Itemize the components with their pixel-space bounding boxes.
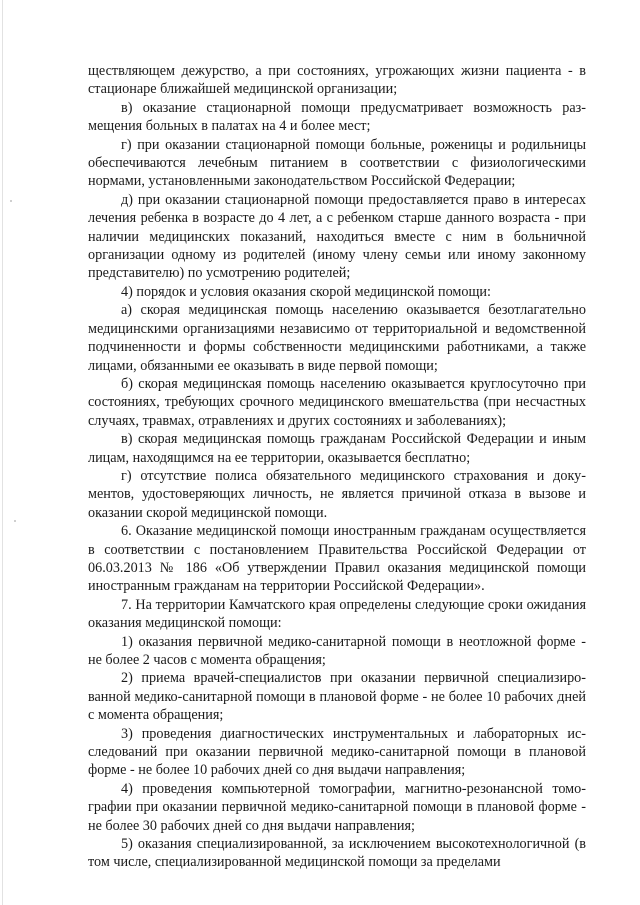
paragraph: 3) проведения диагностических инструментальных и лабораторных исследований при оказании первичной медико-санитарной помощи в плановой форме - не более 10 рабочих дней со дня выдачи направления; bbox=[88, 725, 586, 779]
scan-edge-mark bbox=[2, 0, 3, 905]
paragraph: 4) порядок и условия оказания скорой медицинской помощи: bbox=[121, 283, 491, 300]
paragraph: 5) оказания специализированной, за исключением высокотехнологичной (в том числе, специализированной медицинской помощи за пределами bbox=[88, 836, 586, 871]
paragraph: 2) приема врачей-специалистов при оказании первичной специализированной медико-санитарной помощи в плановой форме - не более 10 рабочих дней с момента обращения; bbox=[88, 670, 586, 724]
paragraph: г) при оказании стационарной помощи больные, роженицы и родильницы обеспечиваются лечебным питанием в соответствии с физиологическими нормами, установленными законодательством Российской Федерации; bbox=[88, 136, 586, 190]
paragraph: г) отсутствие полиса обязательного медицинского страхования и документов, удостоверяющих личность, не является причиной отказа в вызове и оказании скорой медицинской помощи. bbox=[88, 467, 586, 521]
paragraph: д) при оказании стационарной помощи предоставляется право в интересах лечения ребенка в возрасте до 4 лет, а с ребенком старше данного возраста - при наличии медицинских показаний, находиться вместе с ним в больничной организации одному из родителей (иному члену семьи или иному законному представителю) по усмотрению родителей; bbox=[88, 191, 586, 282]
paragraph: в) скорая медицинская помощь гражданам Российской Федерации и иным лицам, находящимся на ее территории, оказывается бесплатно; bbox=[88, 431, 586, 466]
document-body bbox=[88, 62, 586, 872]
paragraph: 4) проведения компьютерной томографии, магнитно-резонансной томографии при оказании первичной медико-санитарной помощи в плановой форме - не более 30 рабочих дней со дня выдачи направления; bbox=[88, 780, 586, 834]
scan-dust-mark bbox=[10, 200, 12, 202]
paragraph: 7. На территории Камчатского края определены следующие сроки ожидания оказания медицинской помощи: bbox=[88, 596, 586, 632]
paragraph: 6. Оказание медицинской помощи иностранным гражданам осуществляется в соответствии с постановлением Правительства Российской Федерации от 06.03.2013 № 186 «Об утверждении Правил оказания медицинской помощи иностранным гражданам на территории Российской Федерации». bbox=[88, 523, 586, 595]
paragraph: в) оказание стационарной помощи предусматривает возможность размещения больных в палатах на 4 и более мест; bbox=[88, 99, 586, 135]
paragraph: а) скорая медицинская помощь населению оказывается безотлагательно медицинскими организациями независимо от территориальной и ведомственной подчиненности и формы собственности медицинскими работниками, а также лицами, обязанными ее оказывать в виде первой помощи; bbox=[88, 302, 586, 374]
paragraph: б) скорая медицинская помощь населению оказывается круглосуточно при состояниях, требующих срочного медицинского вмешательства (при несчастных случаях, травмах, отравлениях и других состояниях и заболеваниях); bbox=[88, 375, 586, 429]
paragraph: ществляющем дежурство, а при состояниях, угрожающих жизни пациента - в стационаре ближайшей медицинской организации; bbox=[88, 63, 586, 98]
scan-dust-mark bbox=[14, 520, 16, 522]
paragraph: 1) оказания первичной медико-санитарной помощи в неотложной форме - не более 2 часов с момента обращения; bbox=[88, 633, 586, 668]
